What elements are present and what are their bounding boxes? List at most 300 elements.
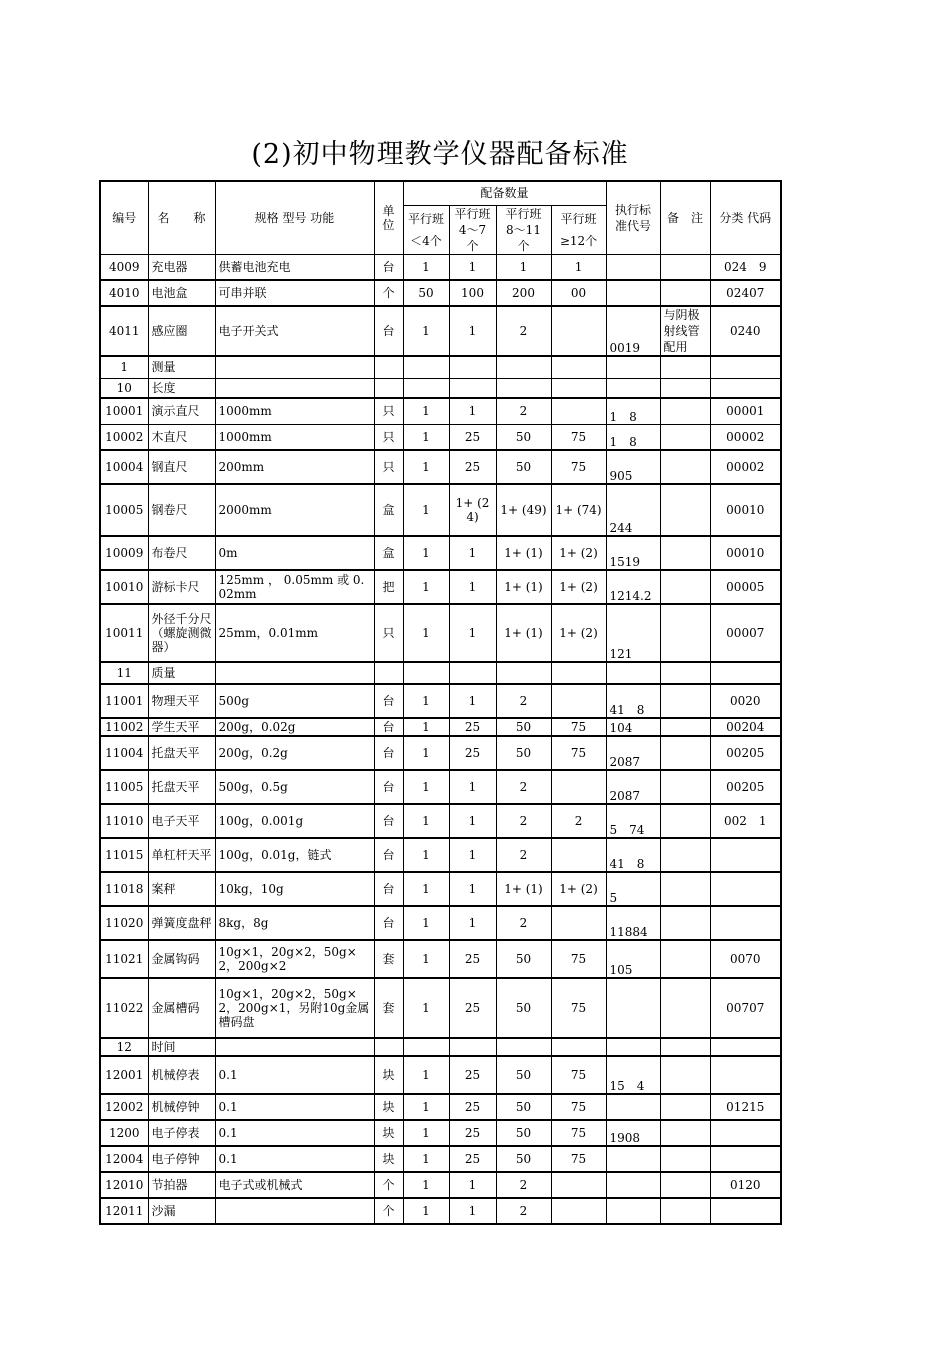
row-spec: 可串并联 xyxy=(215,280,374,306)
row-category xyxy=(710,872,781,906)
row-unit: 台 xyxy=(374,804,403,838)
row-q3: 2 xyxy=(496,804,551,838)
row-category: 02407 xyxy=(710,280,781,306)
row-note xyxy=(660,356,710,378)
row-name: 机械停钟 xyxy=(148,1094,215,1120)
row-spec xyxy=(215,356,374,378)
row-spec: 供蓄电池充电 xyxy=(215,254,374,280)
row-code: 11010 xyxy=(100,804,148,838)
row-unit: 只 xyxy=(374,450,403,484)
row-spec: 500g，0.5g xyxy=(215,770,374,804)
row-category: 00205 xyxy=(710,736,781,770)
row-category: 002 1 xyxy=(710,804,781,838)
row-q4: 1+ (74) xyxy=(551,484,606,536)
row-note xyxy=(660,536,710,570)
row-name: 长度 xyxy=(148,378,215,398)
row-q1 xyxy=(403,356,449,378)
row-q3: 1+ (49) xyxy=(496,484,551,536)
table-row xyxy=(100,872,781,906)
row-code: 11022 xyxy=(100,978,148,1038)
row-category: 00005 xyxy=(710,570,781,604)
row-standard: 15 4 xyxy=(606,1056,660,1094)
row-spec: 200g，0.02g xyxy=(215,718,374,736)
row-spec: 1000mm xyxy=(215,424,374,450)
row-q4 xyxy=(551,306,606,356)
row-q3 xyxy=(496,356,551,378)
row-q4: 1 xyxy=(551,254,606,280)
row-note xyxy=(660,662,710,684)
row-q3: 2 xyxy=(496,1172,551,1198)
row-name: 布卷尺 xyxy=(148,536,215,570)
row-q1: 1 xyxy=(403,450,449,484)
row-unit: 套 xyxy=(374,940,403,978)
row-unit: 只 xyxy=(374,604,403,662)
row-q3: 2 xyxy=(496,1198,551,1224)
row-q2: 1 xyxy=(449,536,496,570)
row-code: 12011 xyxy=(100,1198,148,1224)
row-standard xyxy=(606,662,660,684)
row-q3: 2 xyxy=(496,906,551,940)
row-q2: 100 xyxy=(449,280,496,306)
row-note xyxy=(660,604,710,662)
table-row xyxy=(100,604,781,662)
table-row xyxy=(100,906,781,940)
row-q1: 50 xyxy=(403,280,449,306)
row-code: 10002 xyxy=(100,424,148,450)
row-note xyxy=(660,872,710,906)
row-q4: 75 xyxy=(551,978,606,1038)
row-name: 钢直尺 xyxy=(148,450,215,484)
row-spec: 1000mm xyxy=(215,398,374,424)
row-standard xyxy=(606,978,660,1038)
row-category xyxy=(710,1198,781,1224)
row-note xyxy=(660,1172,710,1198)
row-q4: 75 xyxy=(551,718,606,736)
header-unit: 单 位 xyxy=(374,181,403,254)
table-row xyxy=(100,940,781,978)
row-note xyxy=(660,570,710,604)
row-unit: 个 xyxy=(374,280,403,306)
row-q2: 25 xyxy=(449,450,496,484)
row-spec: 100g，0.001g xyxy=(215,804,374,838)
row-q2 xyxy=(449,378,496,398)
row-spec: 0.1 xyxy=(215,1120,374,1146)
row-category: 00010 xyxy=(710,484,781,536)
row-name: 托盘天平 xyxy=(148,736,215,770)
row-name: 沙漏 xyxy=(148,1198,215,1224)
row-q2: 1 xyxy=(449,570,496,604)
table-row xyxy=(100,804,781,838)
row-code: 12004 xyxy=(100,1146,148,1172)
row-q4: 75 xyxy=(551,940,606,978)
row-q2: 25 xyxy=(449,718,496,736)
row-q2: 25 xyxy=(449,940,496,978)
row-category: 00205 xyxy=(710,770,781,804)
row-code: 11002 xyxy=(100,718,148,736)
header-standard: 执行标 准代号 xyxy=(606,181,660,254)
row-q4: 75 xyxy=(551,1146,606,1172)
row-q3: 2 xyxy=(496,838,551,872)
row-name: 钢卷尺 xyxy=(148,484,215,536)
row-q3: 2 xyxy=(496,398,551,424)
table-row xyxy=(100,280,781,306)
row-name: 感应圈 xyxy=(148,306,215,356)
row-note xyxy=(660,424,710,450)
row-unit: 个 xyxy=(374,1172,403,1198)
table-body xyxy=(100,254,781,1224)
row-q3: 50 xyxy=(496,736,551,770)
row-q3: 1+ (1) xyxy=(496,570,551,604)
row-code: 11021 xyxy=(100,940,148,978)
row-standard xyxy=(606,378,660,398)
row-code: 12010 xyxy=(100,1172,148,1198)
row-name: 金属钩码 xyxy=(148,940,215,978)
table-row xyxy=(100,1038,781,1056)
row-spec: 10g×1，20g×2，50g×2，200g×2 xyxy=(215,940,374,978)
row-note xyxy=(660,684,710,718)
row-q4: 75 xyxy=(551,1094,606,1120)
table-row xyxy=(100,356,781,378)
row-spec xyxy=(215,378,374,398)
row-q3: 50 xyxy=(496,1056,551,1094)
row-category: 00707 xyxy=(710,978,781,1038)
row-q1: 1 xyxy=(403,536,449,570)
row-q1: 1 xyxy=(403,484,449,536)
row-spec: 200mm xyxy=(215,450,374,484)
row-q2: 1 xyxy=(449,838,496,872)
row-spec xyxy=(215,662,374,684)
row-q1: 1 xyxy=(403,306,449,356)
table-row xyxy=(100,1198,781,1224)
row-code: 12 xyxy=(100,1038,148,1056)
row-name: 托盘天平 xyxy=(148,770,215,804)
row-q4: 00 xyxy=(551,280,606,306)
row-standard xyxy=(606,280,660,306)
row-category: 0020 xyxy=(710,684,781,718)
row-q2: 25 xyxy=(449,1146,496,1172)
row-name: 学生天平 xyxy=(148,718,215,736)
row-code: 11001 xyxy=(100,684,148,718)
row-q3: 1+ (1) xyxy=(496,536,551,570)
row-q1: 1 xyxy=(403,906,449,940)
row-q3: 50 xyxy=(496,450,551,484)
header-q4: 平行班 ≥12个 xyxy=(551,205,606,254)
row-q1: 1 xyxy=(403,1146,449,1172)
row-standard: 104 xyxy=(606,718,660,736)
row-q4: 1+ (2) xyxy=(551,872,606,906)
row-category xyxy=(710,906,781,940)
header-q3: 平行班 8～11 个 xyxy=(496,205,551,254)
row-name: 机械停表 xyxy=(148,1056,215,1094)
row-note xyxy=(660,736,710,770)
row-standard: 244 xyxy=(606,484,660,536)
row-standard: 1908 xyxy=(606,1120,660,1146)
row-unit: 只 xyxy=(374,424,403,450)
table-row xyxy=(100,484,781,536)
row-standard: 1214.2 xyxy=(606,570,660,604)
row-q4 xyxy=(551,378,606,398)
row-category xyxy=(710,356,781,378)
row-code: 11015 xyxy=(100,838,148,872)
row-name: 外径千分尺（螺旋测微器） xyxy=(148,604,215,662)
row-note xyxy=(660,254,710,280)
row-q1: 1 xyxy=(403,718,449,736)
row-q1: 1 xyxy=(403,804,449,838)
row-standard xyxy=(606,1094,660,1120)
row-standard: 0019 xyxy=(606,306,660,356)
row-spec: 125mm ， 0.05mm 或 0.02mm xyxy=(215,570,374,604)
row-standard xyxy=(606,1198,660,1224)
row-q2: 25 xyxy=(449,424,496,450)
table-row xyxy=(100,1120,781,1146)
row-code: 10005 xyxy=(100,484,148,536)
row-q1: 1 xyxy=(403,398,449,424)
row-spec xyxy=(215,1198,374,1224)
row-q3 xyxy=(496,1038,551,1056)
row-name: 物理天平 xyxy=(148,684,215,718)
row-q4 xyxy=(551,398,606,424)
row-name: 弹簧度盘秤 xyxy=(148,906,215,940)
row-code: 10009 xyxy=(100,536,148,570)
row-note xyxy=(660,1038,710,1056)
row-category: 00002 xyxy=(710,424,781,450)
table-row xyxy=(100,838,781,872)
row-q2: 25 xyxy=(449,1094,496,1120)
row-note xyxy=(660,718,710,736)
table-row xyxy=(100,254,781,280)
row-code: 11005 xyxy=(100,770,148,804)
table-row xyxy=(100,1146,781,1172)
row-q4 xyxy=(551,356,606,378)
row-unit: 台 xyxy=(374,718,403,736)
row-note xyxy=(660,280,710,306)
row-unit: 只 xyxy=(374,398,403,424)
row-q2: 1 xyxy=(449,254,496,280)
row-q2: 25 xyxy=(449,736,496,770)
row-spec: 0.1 xyxy=(215,1056,374,1094)
row-name: 质量 xyxy=(148,662,215,684)
row-note xyxy=(660,378,710,398)
row-code: 1200 xyxy=(100,1120,148,1146)
row-spec: 100g，0.01g，链式 xyxy=(215,838,374,872)
row-code: 10004 xyxy=(100,450,148,484)
row-spec: 2000mm xyxy=(215,484,374,536)
row-q3: 50 xyxy=(496,1146,551,1172)
row-code: 4011 xyxy=(100,306,148,356)
row-q2: 1 xyxy=(449,906,496,940)
row-code: 11020 xyxy=(100,906,148,940)
row-q2: 1 xyxy=(449,770,496,804)
row-category xyxy=(710,838,781,872)
row-spec: 电子开关式 xyxy=(215,306,374,356)
row-q3: 50 xyxy=(496,1094,551,1120)
row-q3 xyxy=(496,378,551,398)
row-q4 xyxy=(551,770,606,804)
row-code: 11 xyxy=(100,662,148,684)
page-title: (2)初中物理教学仪器配备标准 xyxy=(251,139,629,170)
row-standard: 11884 xyxy=(606,906,660,940)
table-row xyxy=(100,306,781,356)
table-row xyxy=(100,536,781,570)
row-unit: 块 xyxy=(374,1094,403,1120)
row-spec: 10g×1，20g×2，50g×2，200g×1，另附10g金属槽码盘 xyxy=(215,978,374,1038)
row-q4 xyxy=(551,1198,606,1224)
row-q4: 1+ (2) xyxy=(551,604,606,662)
row-category: 00001 xyxy=(710,398,781,424)
row-q4: 1+ (2) xyxy=(551,536,606,570)
row-name: 游标卡尺 xyxy=(148,570,215,604)
row-code: 1 xyxy=(100,356,148,378)
row-unit: 台 xyxy=(374,736,403,770)
row-note xyxy=(660,804,710,838)
row-standard: 5 xyxy=(606,872,660,906)
row-name: 木直尺 xyxy=(148,424,215,450)
row-note xyxy=(660,484,710,536)
row-name: 电池盒 xyxy=(148,280,215,306)
row-q4: 75 xyxy=(551,450,606,484)
row-q4: 75 xyxy=(551,1056,606,1094)
row-q3: 200 xyxy=(496,280,551,306)
row-standard: 5 74 xyxy=(606,804,660,838)
row-code: 4009 xyxy=(100,254,148,280)
row-unit: 台 xyxy=(374,254,403,280)
header-code: 编号 xyxy=(100,181,148,254)
row-spec: 电子式或机械式 xyxy=(215,1172,374,1198)
row-q2 xyxy=(449,1038,496,1056)
row-q4: 75 xyxy=(551,1120,606,1146)
row-unit: 台 xyxy=(374,770,403,804)
row-category xyxy=(710,378,781,398)
row-unit xyxy=(374,1038,403,1056)
row-category: 00002 xyxy=(710,450,781,484)
header-q2: 平行班 4～7 个 xyxy=(449,205,496,254)
row-q2: 1 xyxy=(449,684,496,718)
row-q4: 2 xyxy=(551,804,606,838)
row-unit: 台 xyxy=(374,906,403,940)
row-standard: 41 8 xyxy=(606,684,660,718)
header-name: 名 称 xyxy=(148,181,215,254)
row-q4 xyxy=(551,684,606,718)
row-q3: 1 xyxy=(496,254,551,280)
row-standard xyxy=(606,1146,660,1172)
row-q3: 50 xyxy=(496,424,551,450)
row-unit: 台 xyxy=(374,872,403,906)
row-note xyxy=(660,1198,710,1224)
row-name: 电子停钟 xyxy=(148,1146,215,1172)
row-q1: 1 xyxy=(403,254,449,280)
row-note xyxy=(660,906,710,940)
row-q1: 1 xyxy=(403,684,449,718)
row-code: 12002 xyxy=(100,1094,148,1120)
table-row xyxy=(100,1172,781,1198)
row-spec: 25mm，0.01mm xyxy=(215,604,374,662)
row-q2 xyxy=(449,356,496,378)
row-q1 xyxy=(403,1038,449,1056)
row-unit: 块 xyxy=(374,1120,403,1146)
row-q2: 1 xyxy=(449,398,496,424)
row-q2: 1 xyxy=(449,1198,496,1224)
row-unit: 块 xyxy=(374,1146,403,1172)
row-q3: 2 xyxy=(496,684,551,718)
row-name: 节拍器 xyxy=(148,1172,215,1198)
row-standard: 2087 xyxy=(606,736,660,770)
row-unit: 台 xyxy=(374,684,403,718)
row-category: 00010 xyxy=(710,536,781,570)
row-q1: 1 xyxy=(403,1094,449,1120)
row-q3: 1+ (1) xyxy=(496,872,551,906)
row-note xyxy=(660,1056,710,1094)
row-q3: 50 xyxy=(496,940,551,978)
row-q1: 1 xyxy=(403,1172,449,1198)
row-unit: 台 xyxy=(374,838,403,872)
row-q3: 1+ (1) xyxy=(496,604,551,662)
row-q4 xyxy=(551,1038,606,1056)
row-note xyxy=(660,838,710,872)
row-note xyxy=(660,1094,710,1120)
table-row xyxy=(100,718,781,736)
row-category: 00007 xyxy=(710,604,781,662)
row-q4 xyxy=(551,906,606,940)
row-q1: 1 xyxy=(403,424,449,450)
row-q2: 1 xyxy=(449,1172,496,1198)
table-row xyxy=(100,684,781,718)
table-row xyxy=(100,736,781,770)
row-unit: 个 xyxy=(374,1198,403,1224)
row-spec: 8kg，8g xyxy=(215,906,374,940)
row-category: 01215 xyxy=(710,1094,781,1120)
row-spec: 0.1 xyxy=(215,1094,374,1120)
row-q1: 1 xyxy=(403,1198,449,1224)
row-spec: 500g xyxy=(215,684,374,718)
row-code: 10 xyxy=(100,378,148,398)
table-row xyxy=(100,378,781,398)
row-category xyxy=(710,1056,781,1094)
row-category xyxy=(710,1146,781,1172)
row-name: 案秤 xyxy=(148,872,215,906)
table-row xyxy=(100,662,781,684)
row-code: 10011 xyxy=(100,604,148,662)
row-q3 xyxy=(496,662,551,684)
row-unit: 台 xyxy=(374,306,403,356)
row-unit: 把 xyxy=(374,570,403,604)
row-q1: 1 xyxy=(403,1056,449,1094)
row-standard xyxy=(606,356,660,378)
row-note xyxy=(660,450,710,484)
row-spec: 200g，0.2g xyxy=(215,736,374,770)
row-q1: 1 xyxy=(403,872,449,906)
row-spec: 0m xyxy=(215,536,374,570)
row-q4 xyxy=(551,838,606,872)
row-note xyxy=(660,1120,710,1146)
row-code: 12001 xyxy=(100,1056,148,1094)
row-unit: 盒 xyxy=(374,484,403,536)
row-code: 11004 xyxy=(100,736,148,770)
row-note xyxy=(660,770,710,804)
row-q2: 1 xyxy=(449,604,496,662)
row-code: 10010 xyxy=(100,570,148,604)
row-name: 单杠杆天平 xyxy=(148,838,215,872)
row-q4 xyxy=(551,1172,606,1198)
row-standard: 41 8 xyxy=(606,838,660,872)
row-name: 测量 xyxy=(148,356,215,378)
row-category: 024 9 xyxy=(710,254,781,280)
table-row xyxy=(100,1094,781,1120)
row-spec xyxy=(215,1038,374,1056)
row-category: 00204 xyxy=(710,718,781,736)
row-q1 xyxy=(403,378,449,398)
row-standard xyxy=(606,254,660,280)
row-name: 电子天平 xyxy=(148,804,215,838)
